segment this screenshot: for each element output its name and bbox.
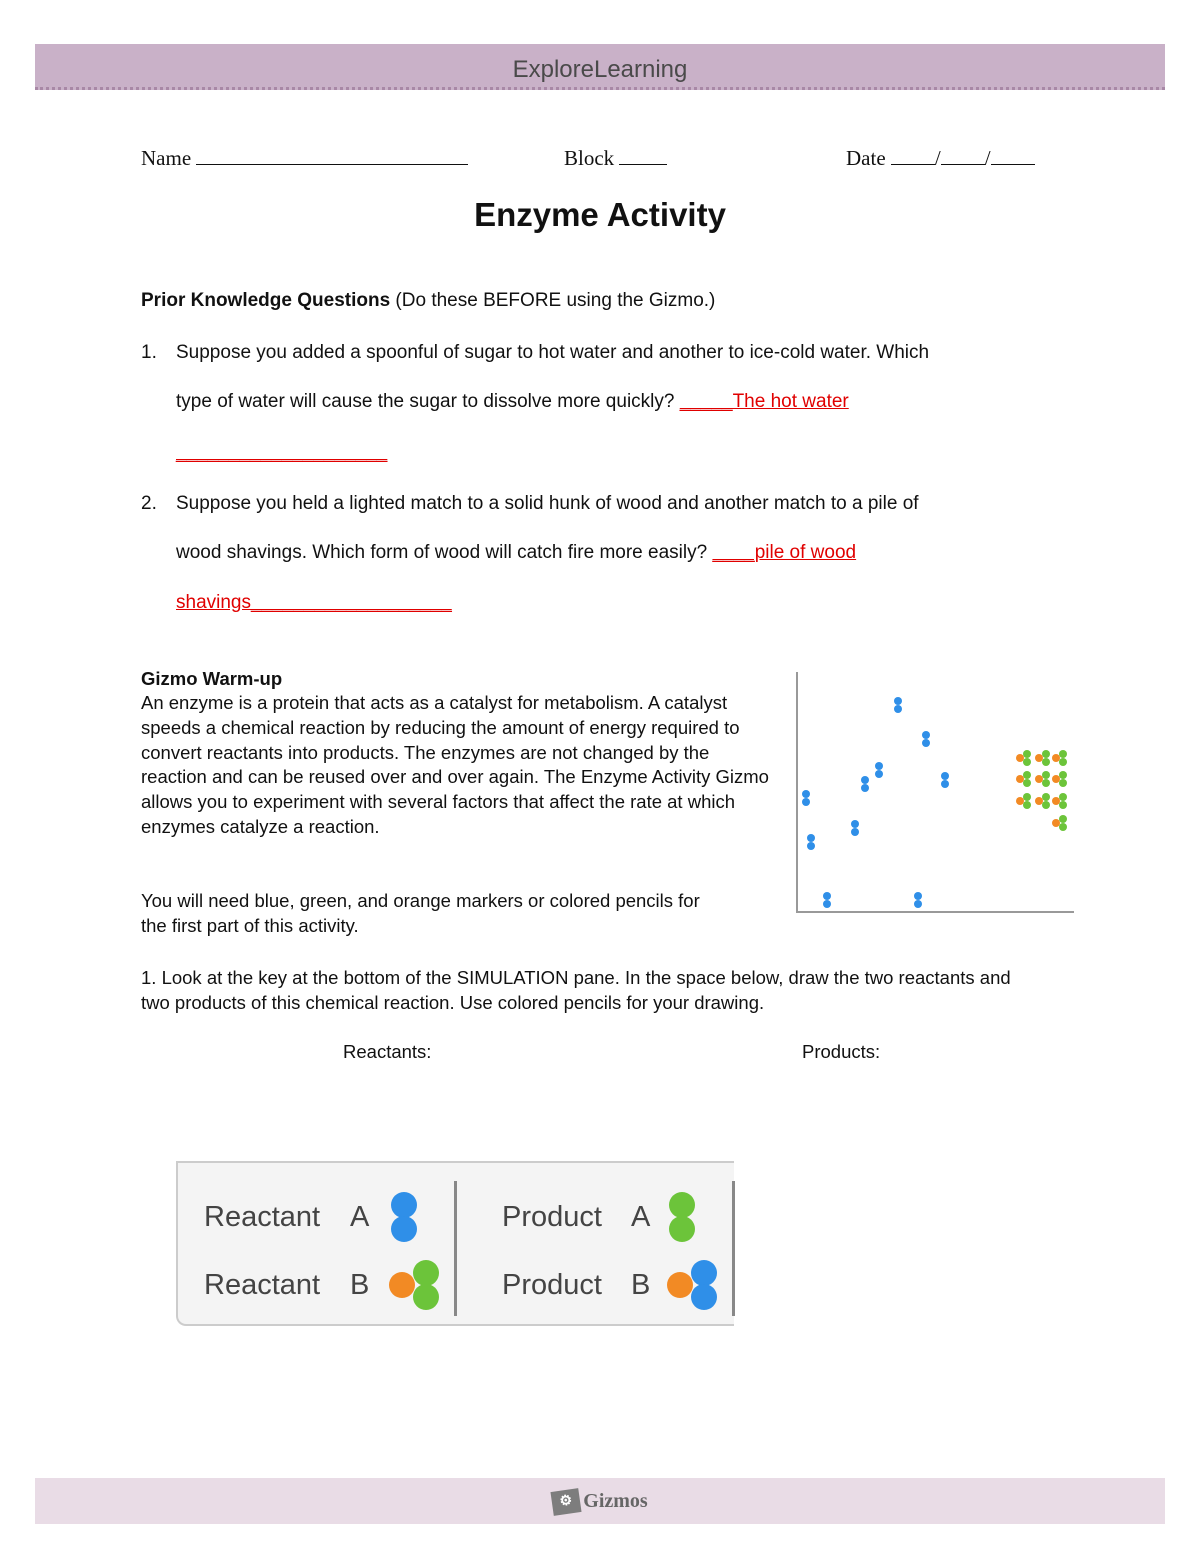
header-bar [35,44,1165,90]
explorelearning-logo: ExploreLearning [512,56,688,83]
question-2-line-1: Suppose you held a lighted match to a solid hunk of wood and another match to a pile of [176,493,919,514]
block-blank[interactable] [619,146,667,165]
reactants-label: Reactants: [343,1041,432,1062]
name-label: Name [141,146,192,170]
date-month-blank[interactable] [891,146,935,165]
date-day-blank[interactable] [941,146,985,165]
date-label: Date [846,146,886,170]
gizmos-logo-text: Gizmos [583,1490,648,1512]
warmup-paragraph-2: You will need blue, green, and orange markers or colored pencils for the first part of this activity. [141,890,700,936]
gizmos-logo [35,1490,1165,1514]
prior-heading-note: (Do these BEFORE using the Gizmo.) [390,290,716,311]
product-b-letter: B [631,1269,651,1301]
question-2-line-2 [176,542,856,564]
question-number: 1. [141,342,157,363]
prior-heading-text: Prior Knowledge Questions [141,290,391,311]
reactant-a-icon [384,1187,424,1247]
reactant-a-label: Reactant [204,1201,321,1233]
key-divider [454,1181,457,1316]
product-b-label: Product [502,1269,602,1301]
key-right-edge [732,1181,735,1316]
question-2-answer[interactable]: ____pile of wood [712,542,857,563]
question-1-answer-line[interactable]: ____________________ [176,442,388,463]
product-b-icon [662,1255,722,1315]
prior-knowledge-heading [141,290,715,312]
name-blank[interactable] [196,146,468,165]
question-2-answer-line-2[interactable]: shavings___________________ [176,592,452,613]
date-separator: / [934,146,941,170]
block-field [564,146,667,171]
question-2-text: wood shavings. Which form of wood will catch fire more easily? [176,542,708,563]
question-number: 2. [141,493,157,514]
date-separator: / [984,146,991,170]
simulation-molecules [798,672,1076,913]
simulation-snapshot [796,672,1074,913]
reactant-b-label: Reactant [204,1269,321,1301]
product-a-icon [662,1187,702,1247]
product-a-label: Product [502,1201,602,1233]
block-label: Block [564,146,615,170]
question-1-answer[interactable]: _____The hot water [679,391,849,412]
name-field [141,146,468,171]
reactant-a-letter: A [350,1201,370,1233]
date-year-blank[interactable] [991,146,1035,165]
page-title: Enzyme Activity [474,196,726,233]
simulation-key [176,1161,734,1326]
reactant-b-icon [384,1255,444,1315]
footer-bar [35,1478,1165,1524]
warmup-paragraph-1: An enzyme is a protein that acts as a catalyst for metabolism. A catalyst speeds a chemical reaction by reducing the amount of energy required to convert reactants into products. The enzymes are not changed by the reaction and can be reused over and over again. The Enzyme Activity Gizmo allows you to experiment with several factors that affect the rate at which enzymes catalyze a reaction. [141,692,769,837]
reactant-b-letter: B [350,1269,370,1301]
question-1-line-2 [176,391,849,413]
products-label: Products: [802,1041,881,1062]
question-1-line-1: Suppose you added a spoonful of sugar to hot water and another to ice-cold water. Which [176,342,930,363]
gizmos-badge-icon: ⚙ [551,1489,582,1517]
warmup-heading: Gizmo Warm-up [141,668,283,689]
date-field [846,146,1035,171]
question-1-text: type of water will cause the sugar to dissolve more quickly? [176,391,675,412]
product-a-letter: A [631,1201,651,1233]
warmup-question-1: 1. Look at the key at the bottom of the SIMULATION pane. In the space below, draw the two reactants and two products of this chemical reaction. Use colored pencils for your drawing. [141,967,1011,1013]
